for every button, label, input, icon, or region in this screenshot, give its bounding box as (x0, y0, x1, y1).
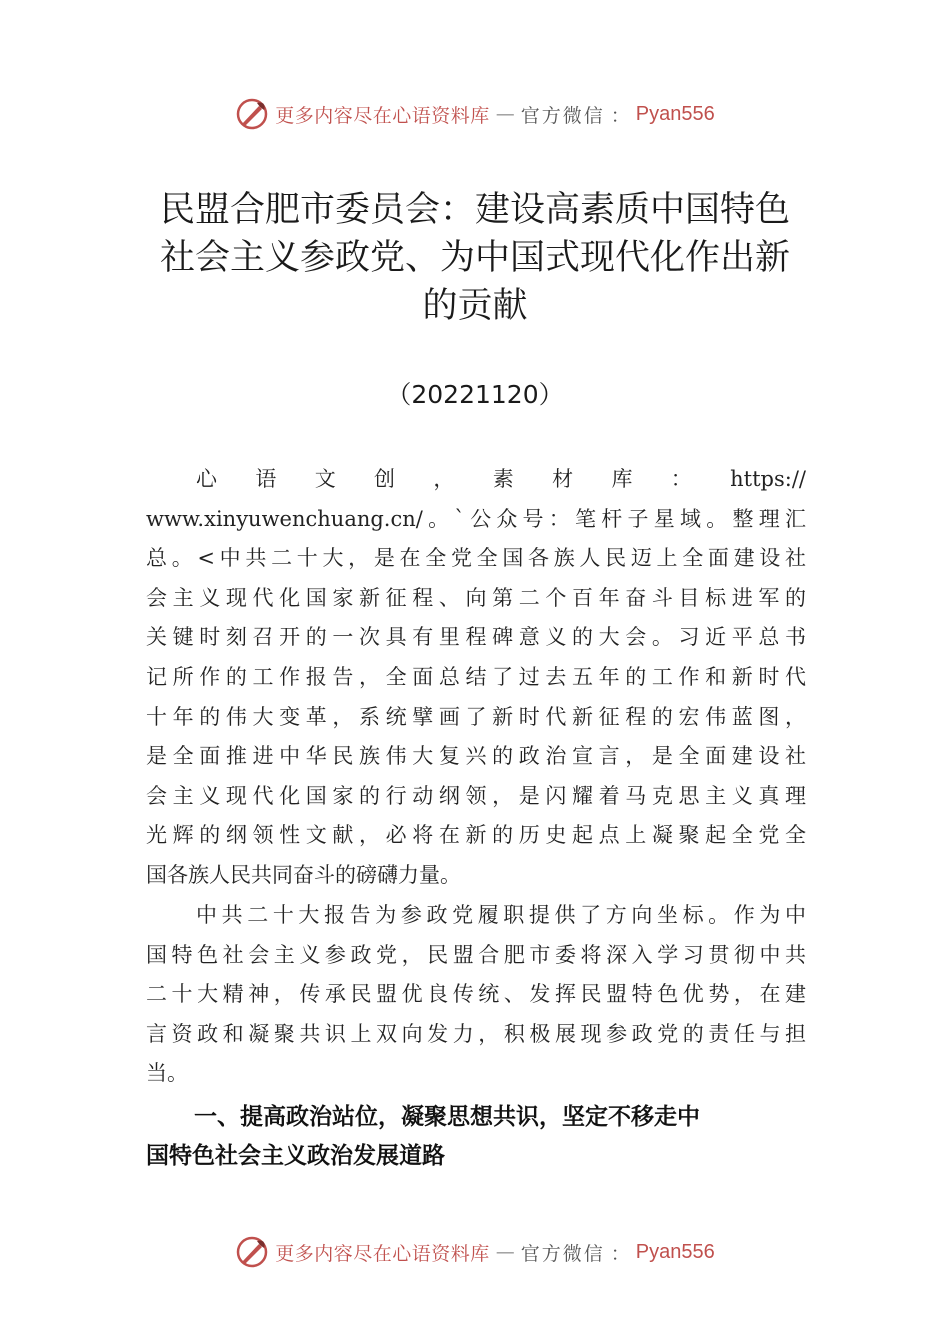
quill-logo-icon (235, 1235, 269, 1269)
paragraph-line: 言资政和凝聚共识上双向发力，积极展现参政党的责任与担 (146, 1021, 806, 1046)
paragraph-line: 中共二十大报告为参政党履职提供了方向坐标。作为中 (196, 903, 806, 927)
title-line: 民盟合肥市委员会：建设高素质中国特色 (159, 190, 790, 230)
paragraph-line: 心 语 文 创 ， 素 材 库 ： https:// (196, 467, 806, 491)
body-paragraph-2 (146, 896, 806, 1094)
quill-logo-icon (235, 97, 269, 131)
watermark-colon: ： (610, 1242, 630, 1265)
heading-line: 一、提高政治站位，凝聚思想共识，坚定不移走中 (194, 1104, 700, 1130)
watermark-separator: — (495, 103, 515, 125)
paragraph-line: 会主义现代化国家的行动纲领，是闪耀着马克思主义真理 (146, 783, 806, 808)
paragraph-line: 国特色社会主义参政党，民盟合肥市委将深入学习贯彻中共 (146, 942, 806, 967)
paragraph-line: www.xinyuwenchuang.cn/。`公众号：笔杆子星域。整理汇 (146, 506, 806, 531)
title-line: 社会主义参政党、为中国式现代化作出新 (159, 238, 790, 278)
paragraph-line: 国各族人民共同奋斗的磅礴力量。 (146, 862, 461, 887)
watermark-colon: ： (610, 104, 630, 127)
heading-line: 国特色社会主义政治发展道路 (146, 1143, 445, 1169)
title-line: 的贡献 (422, 286, 528, 326)
section-heading-1 (146, 1098, 806, 1176)
watermark-brand: 更多内容尽在心语资料库 (275, 1242, 490, 1265)
paragraph-line: 当。 (146, 1061, 188, 1086)
watermark-label: 官方微信 (520, 104, 605, 127)
paragraph-line: 是全面推进中华民族伟大复兴的政治宣言，是全面建设社 (146, 744, 806, 769)
watermark-label: 官方微信 (520, 1242, 605, 1265)
watermark-separator: — (495, 1241, 515, 1263)
footer-watermark (0, 1232, 950, 1272)
paragraph-line: 二十大精神，传承民盟优良传统、发挥民盟特色优势，在建 (146, 982, 806, 1007)
watermark-brand: 更多内容尽在心语资料库 (275, 104, 490, 127)
paragraph-line: 会主义现代化国家新征程、向第二个百年奋斗目标进军的 (146, 585, 806, 610)
paragraph-line: 十年的伟大变革，系统擘画了新时代新征程的宏伟蓝图， (146, 704, 806, 729)
paragraph-line: 关键时刻召开的一次具有里程碑意义的大会。习近平总书 (146, 625, 806, 650)
paragraph-line: 光辉的纲领性文献，必将在新的历史起点上凝聚起全党全 (146, 823, 806, 848)
document-date: （20221120） (386, 380, 564, 409)
paragraph-line: 记所作的工作报告，全面总结了过去五年的工作和新时代 (146, 664, 806, 689)
document-title (130, 186, 820, 330)
watermark-wechat-id: Pyan556 (635, 1240, 715, 1263)
paragraph-line: 总。<中共二十大，是在全党全国各族人民迈上全面建设社 (146, 546, 806, 571)
header-watermark (0, 94, 950, 134)
body-paragraph-1 (146, 460, 806, 896)
watermark-wechat-id: Pyan556 (635, 102, 715, 125)
